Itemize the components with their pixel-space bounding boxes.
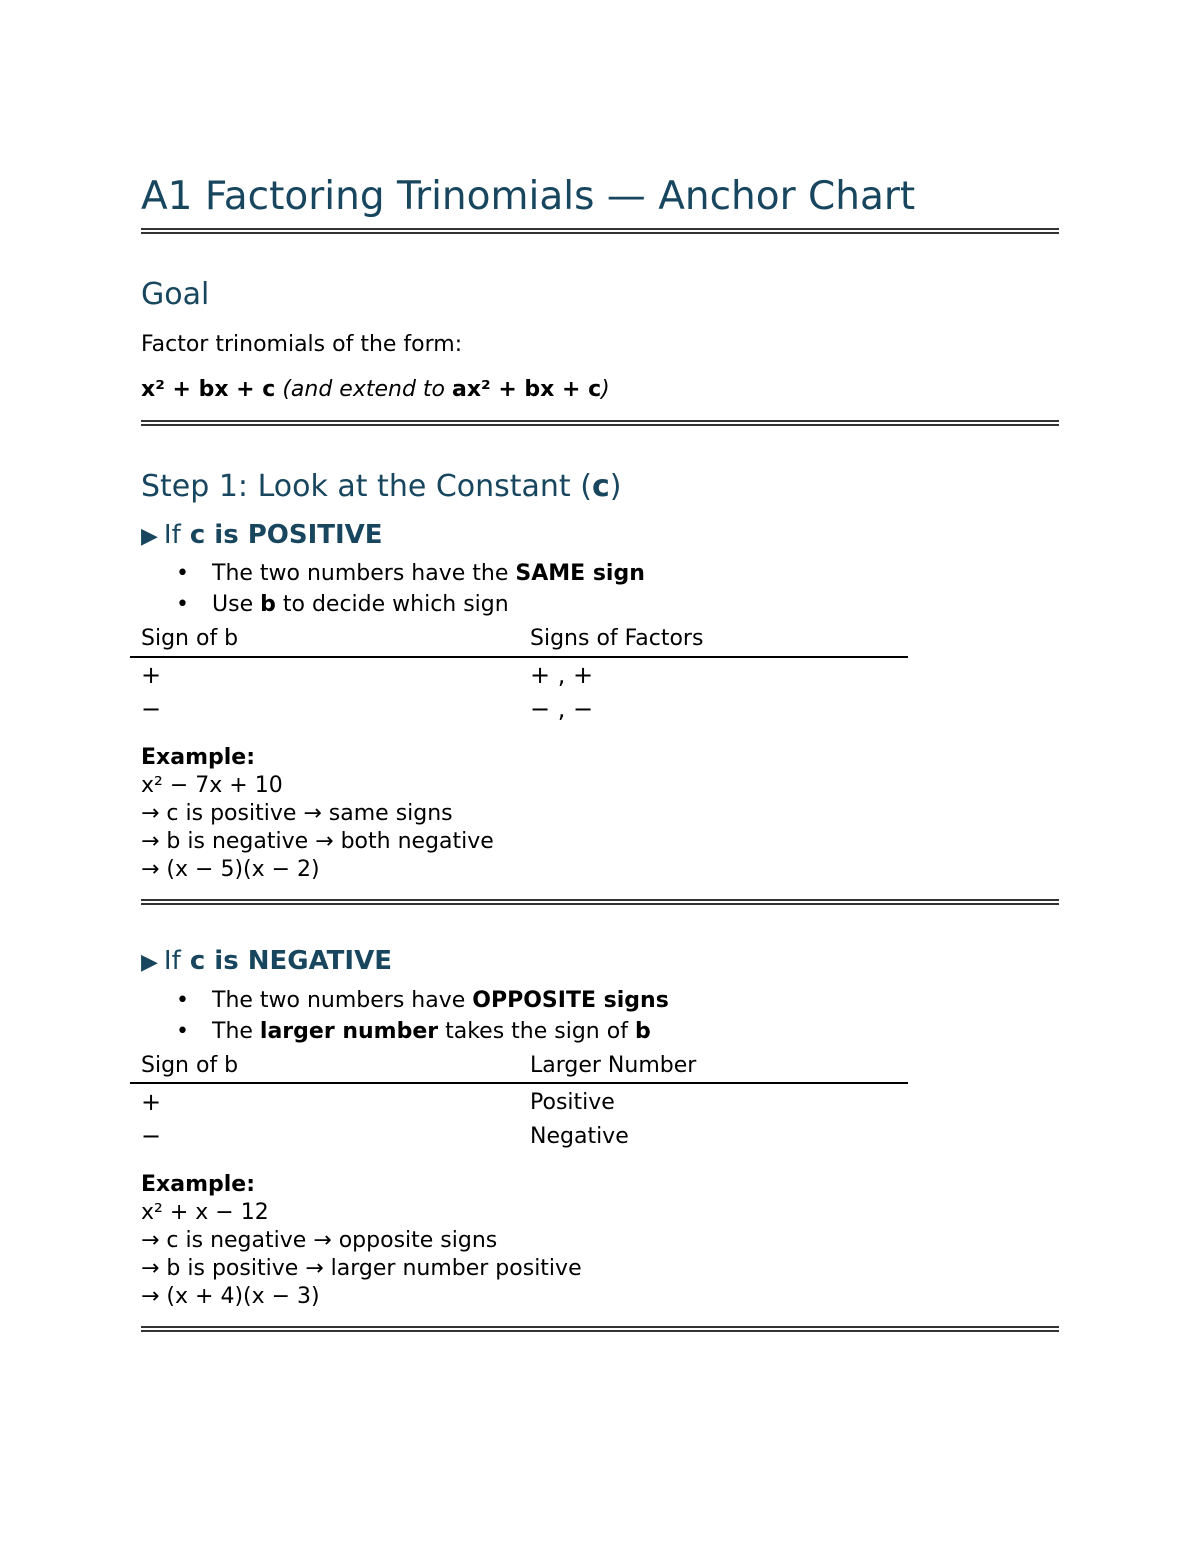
positive-table-cell: − xyxy=(141,695,162,723)
negative-table-rule xyxy=(130,1082,908,1084)
formula-close: ) xyxy=(601,377,610,402)
negative-divider xyxy=(141,1326,1059,1332)
bullet-text: The two numbers have xyxy=(212,988,466,1013)
goal-heading: Goal xyxy=(141,277,210,312)
bullet-icon: • xyxy=(176,988,189,1013)
formula-main: x² + bx + c xyxy=(141,377,276,402)
bullet-text: to decide which sign xyxy=(282,592,509,617)
goal-intro: Factor trinomials of the form: xyxy=(141,332,463,357)
example-line: → (x + 4)(x − 3) xyxy=(141,1284,320,1309)
example-line: x² + x − 12 xyxy=(141,1200,269,1225)
example-line: → c is positive → same signs xyxy=(141,801,453,826)
step1-heading-close: ) xyxy=(609,469,622,504)
negative-table-header-1: Sign of b xyxy=(141,1053,239,1078)
negative-table-cell: Positive xyxy=(530,1090,615,1115)
example-line: x² − 7x + 10 xyxy=(141,773,283,798)
step1-heading xyxy=(141,469,621,505)
positive-table-cell: + xyxy=(141,661,162,689)
negative-table-cell: − xyxy=(141,1122,162,1150)
positive-example xyxy=(141,744,494,884)
positive-heading-rest: c is POSITIVE xyxy=(189,520,383,550)
bullet-bold-text: OPPOSITE signs xyxy=(472,988,669,1013)
example-label: Example: xyxy=(141,1172,255,1197)
positive-table-rule xyxy=(130,656,908,658)
negative-table-cell: + xyxy=(141,1088,162,1116)
positive-table-cell: − , − xyxy=(530,695,594,723)
formula-extended: ax² + bx + c xyxy=(451,377,602,402)
bullet-bold-text: b xyxy=(260,592,276,617)
bullet-icon: • xyxy=(176,1019,189,1044)
example-line: → (x − 5)(x − 2) xyxy=(141,857,320,882)
step1-heading-var: c xyxy=(591,469,610,504)
example-line: → b is positive → larger number positive xyxy=(141,1256,582,1281)
bullet-text: Use xyxy=(212,592,254,617)
negative-heading-lead: If xyxy=(163,946,181,976)
bullet-text: The xyxy=(212,1019,253,1044)
bullet-bold-text: SAME sign xyxy=(515,561,645,586)
triangle-right-icon: ▶ xyxy=(141,950,158,975)
positive-bullet-2 xyxy=(176,592,509,618)
goal-formula xyxy=(141,377,610,403)
bullet-text: takes the sign of xyxy=(445,1019,628,1044)
bullet-icon: • xyxy=(176,561,189,586)
positive-heading xyxy=(141,520,383,551)
step1-heading-lead: Step 1: Look at the Constant ( xyxy=(141,469,592,504)
bullet-bold-text: b xyxy=(634,1019,651,1044)
positive-divider xyxy=(141,899,1059,905)
formula-extend-text: (and extend to xyxy=(282,377,445,402)
positive-table-cell: + , + xyxy=(530,661,594,689)
negative-example xyxy=(141,1171,582,1311)
negative-table-cell: Negative xyxy=(530,1124,629,1149)
bullet-icon: • xyxy=(176,592,189,617)
goal-divider xyxy=(141,420,1059,426)
example-line: → c is negative → opposite signs xyxy=(141,1228,498,1253)
title-divider xyxy=(141,228,1059,234)
bullet-text: The two numbers have the xyxy=(212,561,509,586)
negative-heading xyxy=(141,946,392,977)
example-line: → b is negative → both negative xyxy=(141,829,494,854)
positive-table-header-2: Signs of Factors xyxy=(530,626,704,651)
positive-heading-lead: If xyxy=(163,520,181,550)
positive-table-header-1: Sign of b xyxy=(141,626,239,651)
negative-table-header-2: Larger Number xyxy=(530,1053,697,1078)
negative-bullet-1 xyxy=(176,988,669,1014)
bullet-bold-text: larger number xyxy=(259,1019,439,1044)
positive-bullet-1 xyxy=(176,561,645,587)
page-title: A1 Factoring Trinomials — Anchor Chart xyxy=(141,174,916,219)
negative-bullet-2 xyxy=(176,1019,651,1045)
example-label: Example: xyxy=(141,745,255,770)
triangle-right-icon: ▶ xyxy=(141,524,158,549)
negative-heading-rest: c is NEGATIVE xyxy=(189,946,392,976)
